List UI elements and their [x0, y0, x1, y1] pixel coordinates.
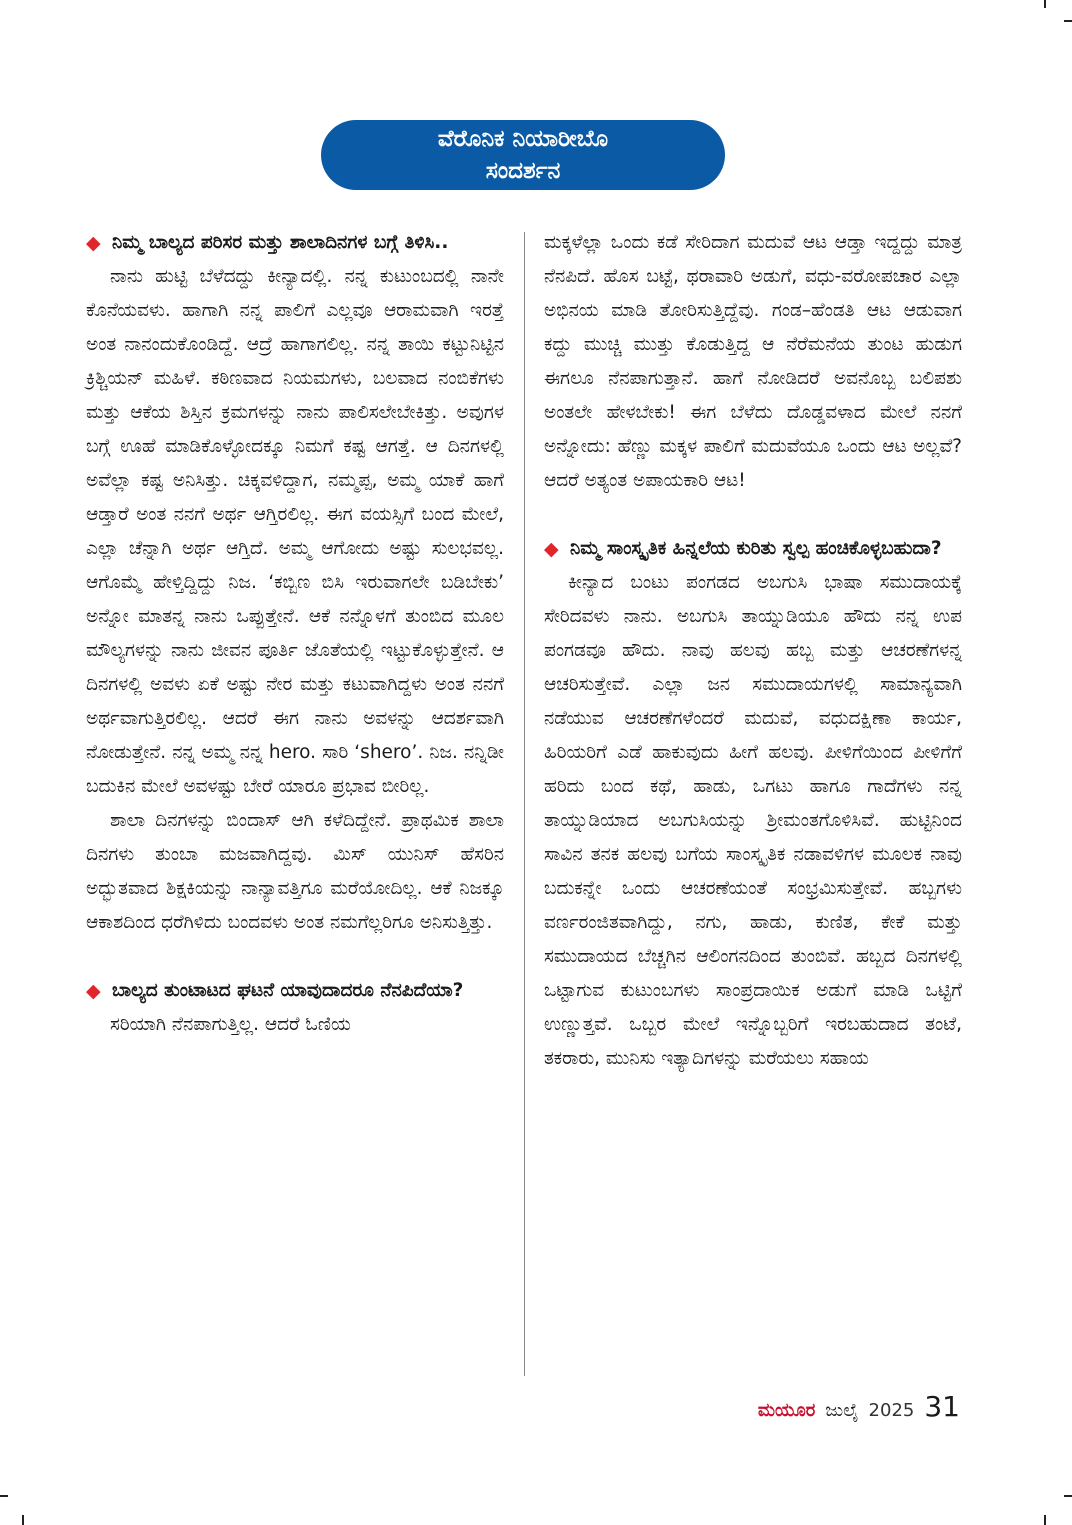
issue-year: 2025 — [868, 1400, 915, 1421]
article-title-banner — [321, 120, 725, 190]
question-1-text: ನಿಮ್ಮ ಬಾಲ್ಯದ ಪರಿಸರ ಮತ್ತು ಶಾಲಾದಿನಗಳ ಬಗ್ಗೆ ತಿಳಿಸಿ.. — [112, 232, 449, 253]
question-3-text: ನಿಮ್ಮ ಸಾಂಸ್ಕೃತಿಕ ಹಿನ್ನಲೆಯ ಕುರಿತು ಸ್ವಲ್ಪ ಹಂಚಿಕೊಳ್ಳಬಹುದಾ? — [570, 538, 942, 559]
question-3 — [544, 532, 962, 566]
article-title: ವೆರೊನಿಕ ನಿಯಾರೀಬೊ — [437, 126, 609, 152]
crop-mark-left-bottom — [0, 1495, 8, 1497]
crop-mark-bottom-right — [1044, 1515, 1046, 1525]
crop-mark-bottom-left — [22, 1515, 24, 1525]
diamond-bullet-icon: ◆ — [86, 980, 101, 1002]
crop-mark-top-right — [1044, 0, 1046, 8]
answer-1-paragraph-1: ನಾನು ಹುಟ್ಟಿ ಬೆಳೆದದ್ದು ಕೀನ್ಯಾದಲ್ಲಿ. ನನ್ನ ಕುಟುಂಬದಲ್ಲಿ ನಾನೇ ಕೊನೆಯವಳು. ಹಾಗಾಗಿ ನನ್ನ ಪಾಲಿಗೆ ಎಲ್ಲವೂ ಆರಾಮವಾಗಿ ಇರತ್ತೆ ಅಂತ ನಾನಂದುಕೊಂಡಿದ್ದೆ. ಆದ್ರೆ ಹಾಗಾಗಲಿಲ್ಲ. ನನ್ನ ತಾಯಿ ಕಟ್ಟುನಿಟ್ಟಿನ ಕ್ರಿಶ್ಚಿಯನ್ ಮಹಿಳೆ. ಕಠಿಣವಾದ ನಿಯಮಗಳು, ಬಲವಾದ ನಂಬಿಕೆಗಳು ಮತ್ತು ಆಕೆಯ ಶಿಸ್ತಿನ ಕ್ರಮಗಳನ್ನು ನಾನು ಪಾಲಿಸಲೇಬೇಕಿತ್ತು. ಅವುಗಳ ಬಗ್ಗೆ ಊಹೆ ಮಾಡಿಕೊಳ್ಳೋದಕ್ಕೂ ನಿಮಗೆ ಕಷ್ಟ ಆಗತ್ತೆ. ಆ ದಿನಗಳಲ್ಲಿ ಅವೆಲ್ಲಾ ಕಷ್ಟ ಅನಿಸಿತ್ತು. ಚಿಕ್ಕವಳಿದ್ದಾಗ, ನಮ್ಮಪ್ಪ, ಅಮ್ಮ ಯಾಕೆ ಹಾಗೆ ಆಡ್ತಾರೆ ಅಂತ ನನಗೆ ಅರ್ಥ ಆಗ್ತಿರಲಿಲ್ಲ. ಈಗ ವಯಸ್ಸಿಗೆ ಬಂದ ಮೇಲೆ, ಎಲ್ಲಾ ಚೆನ್ನಾಗಿ ಅರ್ಥ ಆಗ್ತಿದೆ. ಅಮ್ಮ ಆಗೋದು ಅಷ್ಟು ಸುಲಭವಲ್ಲ. ಆಗೊಮ್ಮೆ ಹೇಳ್ತಿದ್ದಿದ್ದು ನಿಜ. ‘ಕಬ್ಬಿಣ ಬಿಸಿ ಇರುವಾಗಲೇ ಬಡಿಬೇಕು’ ಅನ್ನೋ ಮಾತನ್ನ ನಾನು ಒಪ್ಪುತ್ತೇನೆ. ಆಕೆ ನನ್ನೊಳಗೆ ತುಂಬಿದ ಮೂಲ ಮೌಲ್ಯಗಳನ್ನು ನಾನು ಜೀವನ ಪೂರ್ತಿ ಜೊತೆಯಲ್ಲಿ ಇಟ್ಟುಕೊಳ್ಳುತ್ತೇನೆ. ಆ ದಿನಗಳಲ್ಲಿ ಅವಳು ಏಕೆ ಅಷ್ಟು ನೇರ ಮತ್ತು ಕಟುವಾಗಿದ್ದಳು ಅಂತ ನನಗೆ ಅರ್ಥವಾಗುತ್ತಿರಲಿಲ್ಲ. ಆದರೆ ಈಗ ನಾನು ಅವಳನ್ನು ಆದರ್ಶವಾಗಿ ನೋಡುತ್ತೇನೆ. ನನ್ನ ಅಮ್ಮ ನನ್ನ hero. ಸಾರಿ ‘shero’. ನಿಜ. ನನ್ನಿಡೀ ಬದುಕಿನ ಮೇಲೆ ಅವಳಷ್ಟು ಬೇರೆ ಯಾರೂ ಪ್ರಭಾವ ಬೀರಿಲ್ಲ. — [86, 266, 504, 797]
column-divider — [524, 232, 525, 1376]
article-subtitle: ಸಂದರ್ಶನ — [485, 158, 561, 184]
right-column — [544, 226, 962, 1076]
magazine-logo: ಮಯೂರ — [757, 1400, 816, 1421]
page-footer — [758, 1390, 960, 1423]
left-column — [86, 226, 504, 1042]
crop-mark-right-top — [1064, 20, 1072, 22]
crop-mark-right-bottom — [1064, 1495, 1072, 1497]
diamond-bullet-icon: ◆ — [544, 538, 559, 560]
issue-month: ಜುಲೈ — [825, 1400, 859, 1421]
answer-1-paragraph-2: ಶಾಲಾ ದಿನಗಳನ್ನು ಬಿಂದಾಸ್ ಆಗಿ ಕಳೆದಿದ್ದೇನೆ. ಪ್ರಾಥಮಿಕ ಶಾಲಾ ದಿನಗಳು ತುಂಬಾ ಮಜವಾಗಿದ್ದವು. ಮಿಸ್ ಯುನಿಸ್ ಹೆಸರಿನ ಅದ್ಭುತವಾದ ಶಿಕ್ಷಕಿಯನ್ನು ನಾನ್ಯಾವತ್ತಿಗೂ ಮರೆಯೋದಿಲ್ಲ. ಆಕೆ ನಿಜಕ್ಕೂ ಆಕಾಶದಿಂದ ಧರೆಗಿಳಿದು ಬಂದವಳು ಅಂತ ನಮಗೆಲ್ಲರಿಗೂ ಅನಿಸುತ್ತಿತ್ತು. — [86, 810, 504, 933]
question-1 — [86, 226, 504, 260]
diamond-bullet-icon: ◆ — [86, 232, 101, 254]
answer-2-paragraph-1: ಸರಿಯಾಗಿ ನೆನಪಾಗುತ್ತಿಲ್ಲ. ಆದರೆ ಓಣಿಯ — [110, 1014, 351, 1035]
question-2 — [86, 974, 504, 1008]
page-number: 31 — [924, 1390, 960, 1423]
question-2-text: ಬಾಲ್ಯದ ತುಂಟಾಟದ ಘಟನೆ ಯಾವುದಾದರೂ ನೆನಪಿದೆಯಾ? — [112, 980, 464, 1001]
answer-3-paragraph-1: ಕೀನ್ಯಾದ ಬಂಟು ಪಂಗಡದ ಅಬಗುಸಿ ಭಾಷಾ ಸಮುದಾಯಕ್ಕೆ ಸೇರಿದವಳು ನಾನು. ಅಬಗುಸಿ ತಾಯ್ನುಡಿಯೂ ಹೌದು ನನ್ನ ಉಪ ಪಂಗಡವೂ ಹೌದು. ನಾವು ಹಲವು ಹಬ್ಬ ಮತ್ತು ಆಚರಣೆಗಳನ್ನ ಆಚರಿಸುತ್ತೇವೆ. ಎಲ್ಲಾ ಜನ ಸಮುದಾಯಗಳಲ್ಲಿ ಸಾಮಾನ್ಯವಾಗಿ ನಡೆಯುವ ಆಚರಣೆಗಳೆಂದರೆ ಮದುವೆ, ವಧುದಕ್ಷಿಣಾ ಕಾರ್ಯ, ಹಿರಿಯರಿಗೆ ಎಡೆ ಹಾಕುವುದು ಹೀಗೆ ಹಲವು. ಪೀಳಿಗೆಯಿಂದ ಪೀಳಿಗೆಗೆ ಹರಿದು ಬಂದ ಕಥೆ, ಹಾಡು, ಒಗಟು ಹಾಗೂ ಗಾದೆಗಳು ನನ್ನ ತಾಯ್ನುಡಿಯಾದ ಅಬಗುಸಿಯನ್ನು ಶ್ರೀಮಂತಗೊಳಿಸಿವೆ. ಹುಟ್ಟಿನಿಂದ ಸಾವಿನ ತನಕ ಹಲವು ಬಗೆಯ ಸಾಂಸ್ಕೃತಿಕ ನಡಾವಳಿಗಳ ಮೂಲಕ ನಾವು ಬದುಕನ್ನೇ ಒಂದು ಆಚರಣೆಯಂತೆ ಸಂಭ್ರಮಿಸುತ್ತೇವೆ. ಹಬ್ಬಗಳು ವರ್ಣರಂಜಿತವಾಗಿದ್ದು, ನಗು, ಹಾಡು, ಕುಣಿತ, ಕೇಕೆ ಮತ್ತು ಸಮುದಾಯದ ಬೆಚ್ಚಗಿನ ಆಲಿಂಗನದಿಂದ ತುಂಬಿವೆ. ಹಬ್ಬದ ದಿನಗಳಲ್ಲಿ ಒಟ್ಟಾಗುವ ಕುಟುಂಬಗಳು ಸಾಂಪ್ರದಾಯಿಕ ಅಡುಗೆ ಮಾಡಿ ಒಟ್ಟಿಗೆ ಉಣ್ಣುತ್ತವೆ. ಒಬ್ಬರ ಮೇಲೆ ಇನ್ನೊಬ್ಬರಿಗೆ ಇರಬಹುದಾದ ತಂಟೆ, ತಕರಾರು, ಮುನಿಸು ಇತ್ಯಾದಿಗಳನ್ನು ಮರೆಯಲು ಸಹಾಯ — [544, 572, 962, 1069]
answer-2-continued: ಮಕ್ಕಳೆಲ್ಲಾ ಒಂದು ಕಡೆ ಸೇರಿದಾಗ ಮದುವೆ ಆಟ ಆಡ್ತಾ ಇದ್ದದ್ದು ಮಾತ್ರ ನೆನಪಿದೆ. ಹೊಸ ಬಟ್ಟೆ, ಥರಾವಾರಿ ಅಡುಗೆ, ವಧು-ವರೋಪಚಾರ ಎಲ್ಲಾ ಅಭಿನಯ ಮಾಡಿ ತೋರಿಸುತ್ತಿದ್ದೆವು. ಗಂಡ–ಹೆಂಡತಿ ಆಟ ಆಡುವಾಗ ಕದ್ದು ಮುಚ್ಚಿ ಮುತ್ತು ಕೊಡುತ್ತಿದ್ದ ಆ ನೆರೆಮನೆಯ ತುಂಟ ಹುಡುಗ ಈಗಲೂ ನೆನಪಾಗುತ್ತಾನೆ. ಹಾಗೆ ನೋಡಿದರೆ ಅವನೊಬ್ಬ ಬಲಿಪಶು ಅಂತಲೇ ಹೇಳಬೇಕು! ಈಗ ಬೆಳೆದು ದೊಡ್ಡವಳಾದ ಮೇಲೆ ನನಗೆ ಅನ್ನೋದು: ಹೆಣ್ಣು ಮಕ್ಕಳ ಪಾಲಿಗೆ ಮದುವೆಯೂ ಒಂದು ಆಟ ಅಲ್ಲವೆ? ಆದರೆ ಅತ್ಯಂತ ಅಪಾಯಕಾರಿ ಆಟ! — [544, 232, 962, 491]
